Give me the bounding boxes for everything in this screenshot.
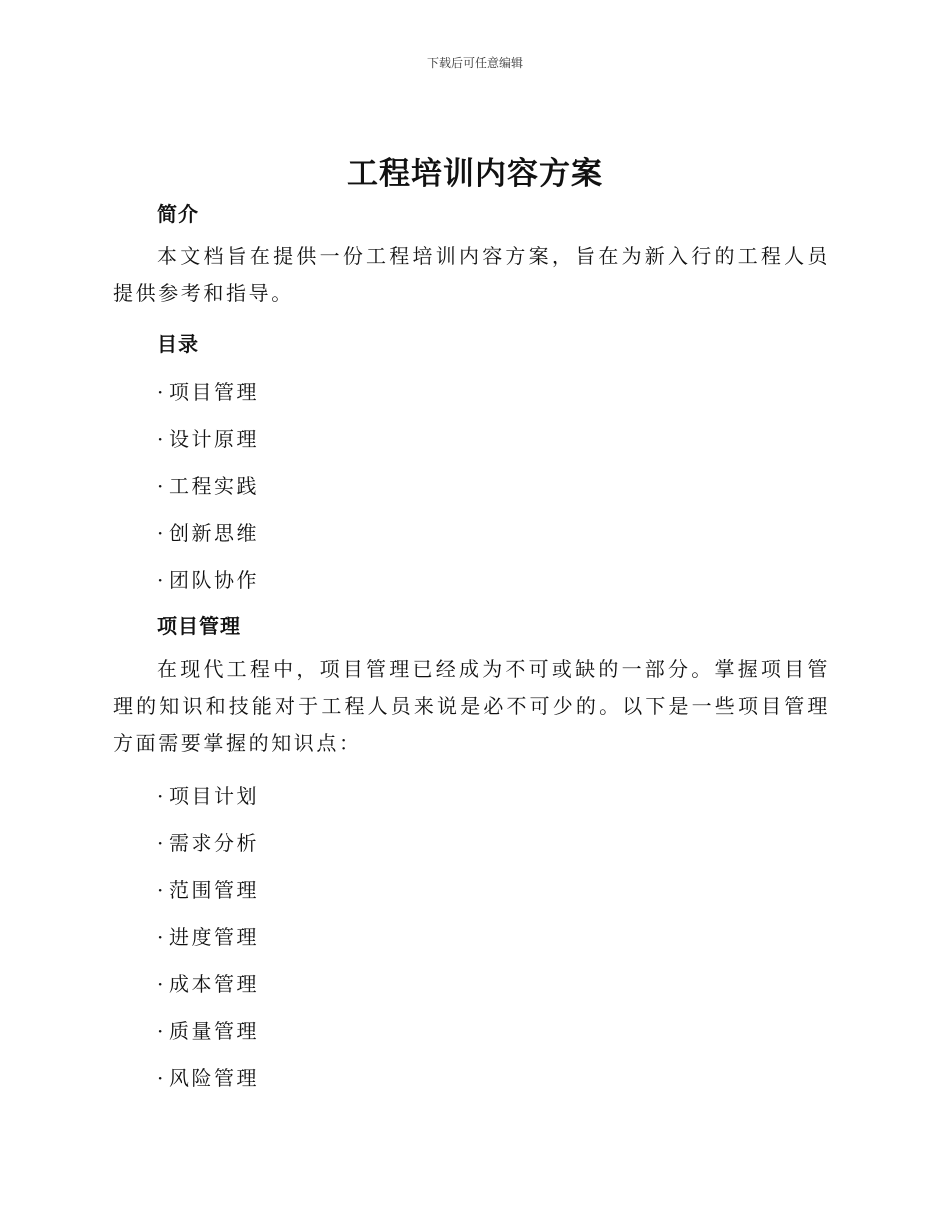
bullet-dot: · xyxy=(157,878,164,902)
list-item-label: 范围管理 xyxy=(169,878,259,902)
list-item xyxy=(157,1062,259,1091)
project-management-paragraph: 在现代工程中，项目管理已经成为不可或缺的一部分。掌握项目管理的知识和技能对于工程人员来说是必不可少的。以下是一些项目管理方面需要掌握的知识点： xyxy=(113,657,830,755)
bullet-dot: · xyxy=(157,1066,164,1090)
toc-item-label: 项目管理 xyxy=(169,380,259,404)
section-heading-intro: 简介 xyxy=(157,202,199,226)
bullet-dot: · xyxy=(157,521,164,545)
bullet-dot: · xyxy=(157,972,164,996)
bullet-dot: · xyxy=(157,831,164,855)
bullet-dot: · xyxy=(157,474,164,498)
section-heading-project-management: 项目管理 xyxy=(157,614,241,638)
toc-item-label: 工程实践 xyxy=(169,474,259,498)
list-item-label: 风险管理 xyxy=(169,1066,259,1090)
toc-item-label: 设计原理 xyxy=(169,427,259,451)
bullet-dot: · xyxy=(157,925,164,949)
bullet-dot: · xyxy=(157,784,164,808)
list-item xyxy=(157,968,259,997)
list-item xyxy=(157,780,259,809)
toc-item-label: 创新思维 xyxy=(169,521,259,545)
bullet-dot: · xyxy=(157,568,164,592)
list-item xyxy=(157,874,259,903)
list-item xyxy=(157,827,259,856)
list-item-label: 需求分析 xyxy=(169,831,259,855)
toc-item xyxy=(157,517,259,546)
list-item xyxy=(157,1015,259,1044)
document-title: 工程培训内容方案 xyxy=(347,156,603,192)
toc-item xyxy=(157,564,259,593)
bullet-dot: · xyxy=(157,380,164,404)
list-item-label: 质量管理 xyxy=(169,1019,259,1043)
toc-item xyxy=(157,376,259,405)
header-note: 下载后可任意编辑 xyxy=(426,56,523,70)
list-item-label: 成本管理 xyxy=(169,972,259,996)
toc-item xyxy=(157,470,259,499)
list-item-label: 进度管理 xyxy=(169,925,259,949)
toc-item-label: 团队协作 xyxy=(169,568,259,592)
section-heading-toc: 目录 xyxy=(157,332,199,356)
bullet-dot: · xyxy=(157,1019,164,1043)
list-item xyxy=(157,921,259,950)
bullet-dot: · xyxy=(157,427,164,451)
list-item-label: 项目计划 xyxy=(169,784,259,808)
toc-item xyxy=(157,423,259,452)
intro-paragraph: 本文档旨在提供一份工程培训内容方案，旨在为新入行的工程人员提供参考和指导。 xyxy=(113,244,830,305)
